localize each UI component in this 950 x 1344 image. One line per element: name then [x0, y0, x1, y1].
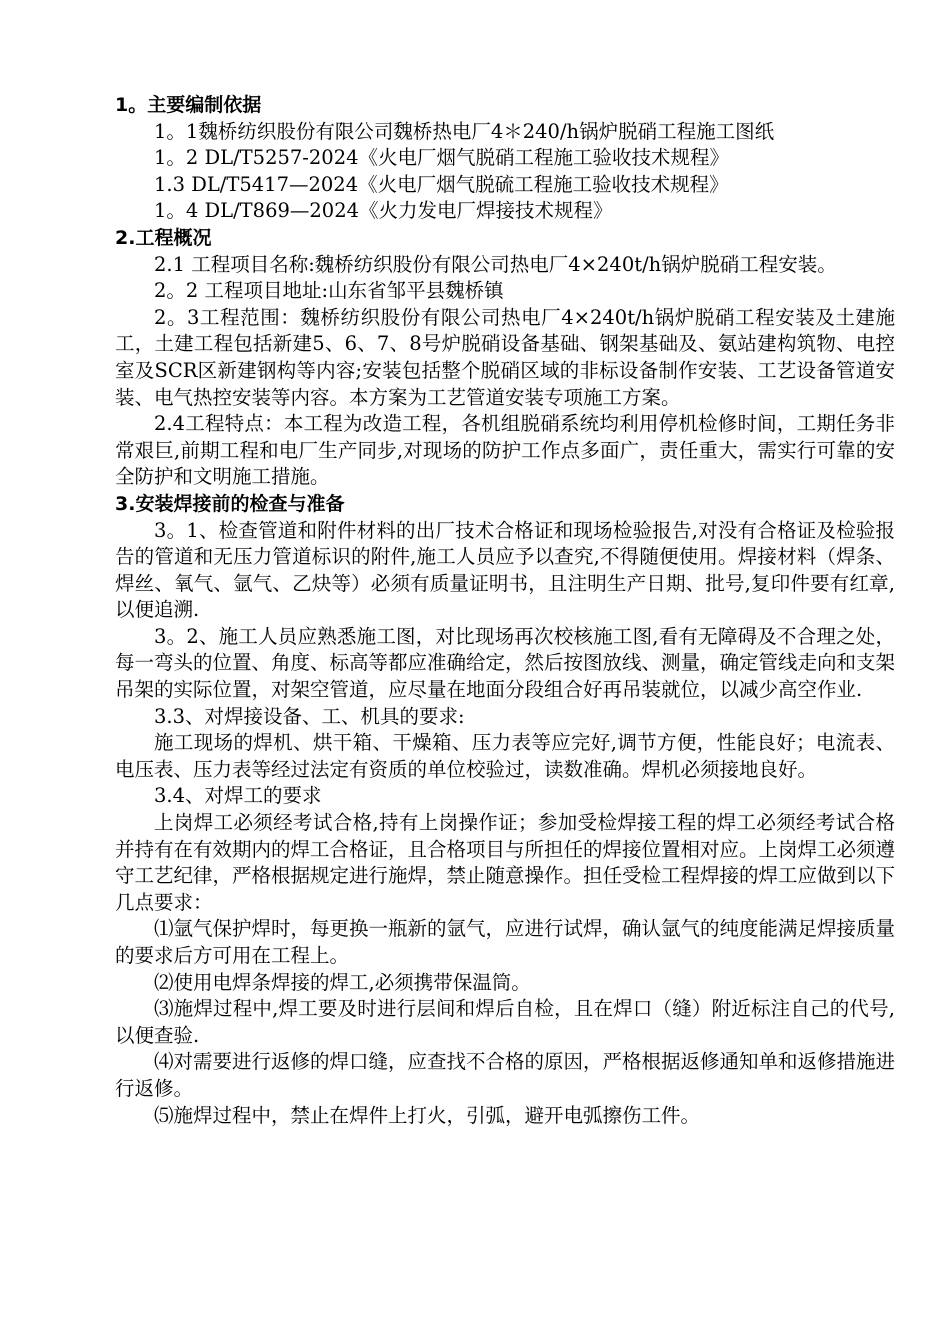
paragraph: 3。1、检查管道和附件材料的出厂技术合格证和现场检验报告,对没有合格证及检验报告的管道和无压力管道标识的附件,施工人员应予以查究,不得随便使用。焊接材料（焊条、焊丝、氧气、氩气、乙炔等）必须有质量证明书，且注明生产日期、批号,复印件要有红章,以便追溯. — [115, 518, 895, 622]
paragraph: 施工现场的焊机、烘干箱、干燥箱、压力表等应完好,调节方便，性能良好；电流表、电压表、压力表等经过法定有资质的单位校验过，读数准确。焊机必须接地良好。 — [115, 731, 895, 781]
paragraph: 2。3工程范围：魏桥纺织股份有限公司热电厂4×240t/h锅炉脱硝工程安装及土建施工，土建工程包括新建5、6、7、8号炉脱硝设备基础、钢架基础及、氨站建构筑物、电控室及SCR区新建钢构等内容;安装包括整个脱硝区域的非标设备制作安装、工艺设备管道安装、电气热控安装等内容。本方案为工艺管道安装专项施工方案。 — [115, 305, 895, 409]
list-item: ⑷对需要进行返修的焊口缝，应查找不合格的原因，严格根据返修通知单和返修措施进行返修。 — [115, 1050, 896, 1100]
paragraph: 1。1魏桥纺织股份有限公司魏桥热电厂4＊240/h锅炉脱硝工程施工图纸 — [154, 119, 775, 143]
list-item: ⑶施焊过程中,焊工要及时进行层间和焊后自检，且在焊口（缝）附近标注自己的代号,以便查验. — [115, 997, 895, 1047]
list-item: ⑴氩气保护焊时，每更换一瓶新的氩气，应进行试焊，确认氩气的纯度能满足焊接质量的要求后方可用在工程上。 — [115, 917, 896, 967]
paragraph: 3。2、施工人员应熟悉施工图，对比现场再次校核施工图,看有无障碍及不合理之处，每一弯头的位置、角度、标高等都应准确给定，然后按图放线、测量，确定管线走向和支架吊架的实际位置，对架空管道，应尽量在地面分段组合好再吊装就位，以减少高空作业. — [115, 624, 896, 702]
section-heading: 1。主要编制依据 — [115, 94, 262, 116]
list-item: ⑸施焊过程中，禁止在焊件上打火，引弧，避开电弧擦伤工件。 — [154, 1103, 701, 1127]
paragraph: 1。2 DL/T5257-2024《火电厂烟气脱硝工程施工验收技术规程》 — [154, 146, 730, 170]
section-heading: 2.工程概况 — [115, 226, 212, 249]
paragraph: 3.3、对焊接设备、工、机具的要求: — [154, 704, 465, 728]
paragraph: 2。2 工程项目地址:山东省邹平县魏桥镇 — [154, 279, 504, 303]
section-heading: 3.安装焊接前的检查与准备 — [115, 492, 345, 515]
document-page — [115, 92, 895, 1129]
paragraph: 2.4工程特点：本工程为改造工程，各机组脱硝系统均利用停机检修时间，工期任务非常艰巨,前期工程和电厂生产同步,对现场的防护工作点多面广，责任重大，需实行可靠的安全防护和文明施工措施。 — [115, 412, 895, 489]
paragraph: 2.1 工程项目名称:魏桥纺织股份有限公司热电厂4×240t/h锅炉脱硝工程安装。 — [154, 252, 837, 276]
paragraph: 上岗焊工必须经考试合格,持有上岗操作证；参加受检焊接工程的焊工必须经考试合格并持有在有效期内的焊工合格证，且合格项目与所担任的焊接位置相对应。上岗焊工必须遵守工艺纪律，严格根据规定进行施焊，禁止随意操作。担任受检工程焊接的焊工应做到以下几点要求： — [115, 811, 896, 914]
paragraph: 3.4、对焊工的要求 — [154, 784, 322, 808]
paragraph: 1.3 DL/T5417—2024《火电厂烟气脱硫工程施工验收技术规程》 — [154, 172, 729, 196]
list-item: ⑵使用电焊条焊接的焊工,必须携带保温筒。 — [154, 970, 531, 994]
paragraph: 1。4 DL/T869—2024《火力发电厂焊接技术规程》 — [154, 199, 613, 223]
